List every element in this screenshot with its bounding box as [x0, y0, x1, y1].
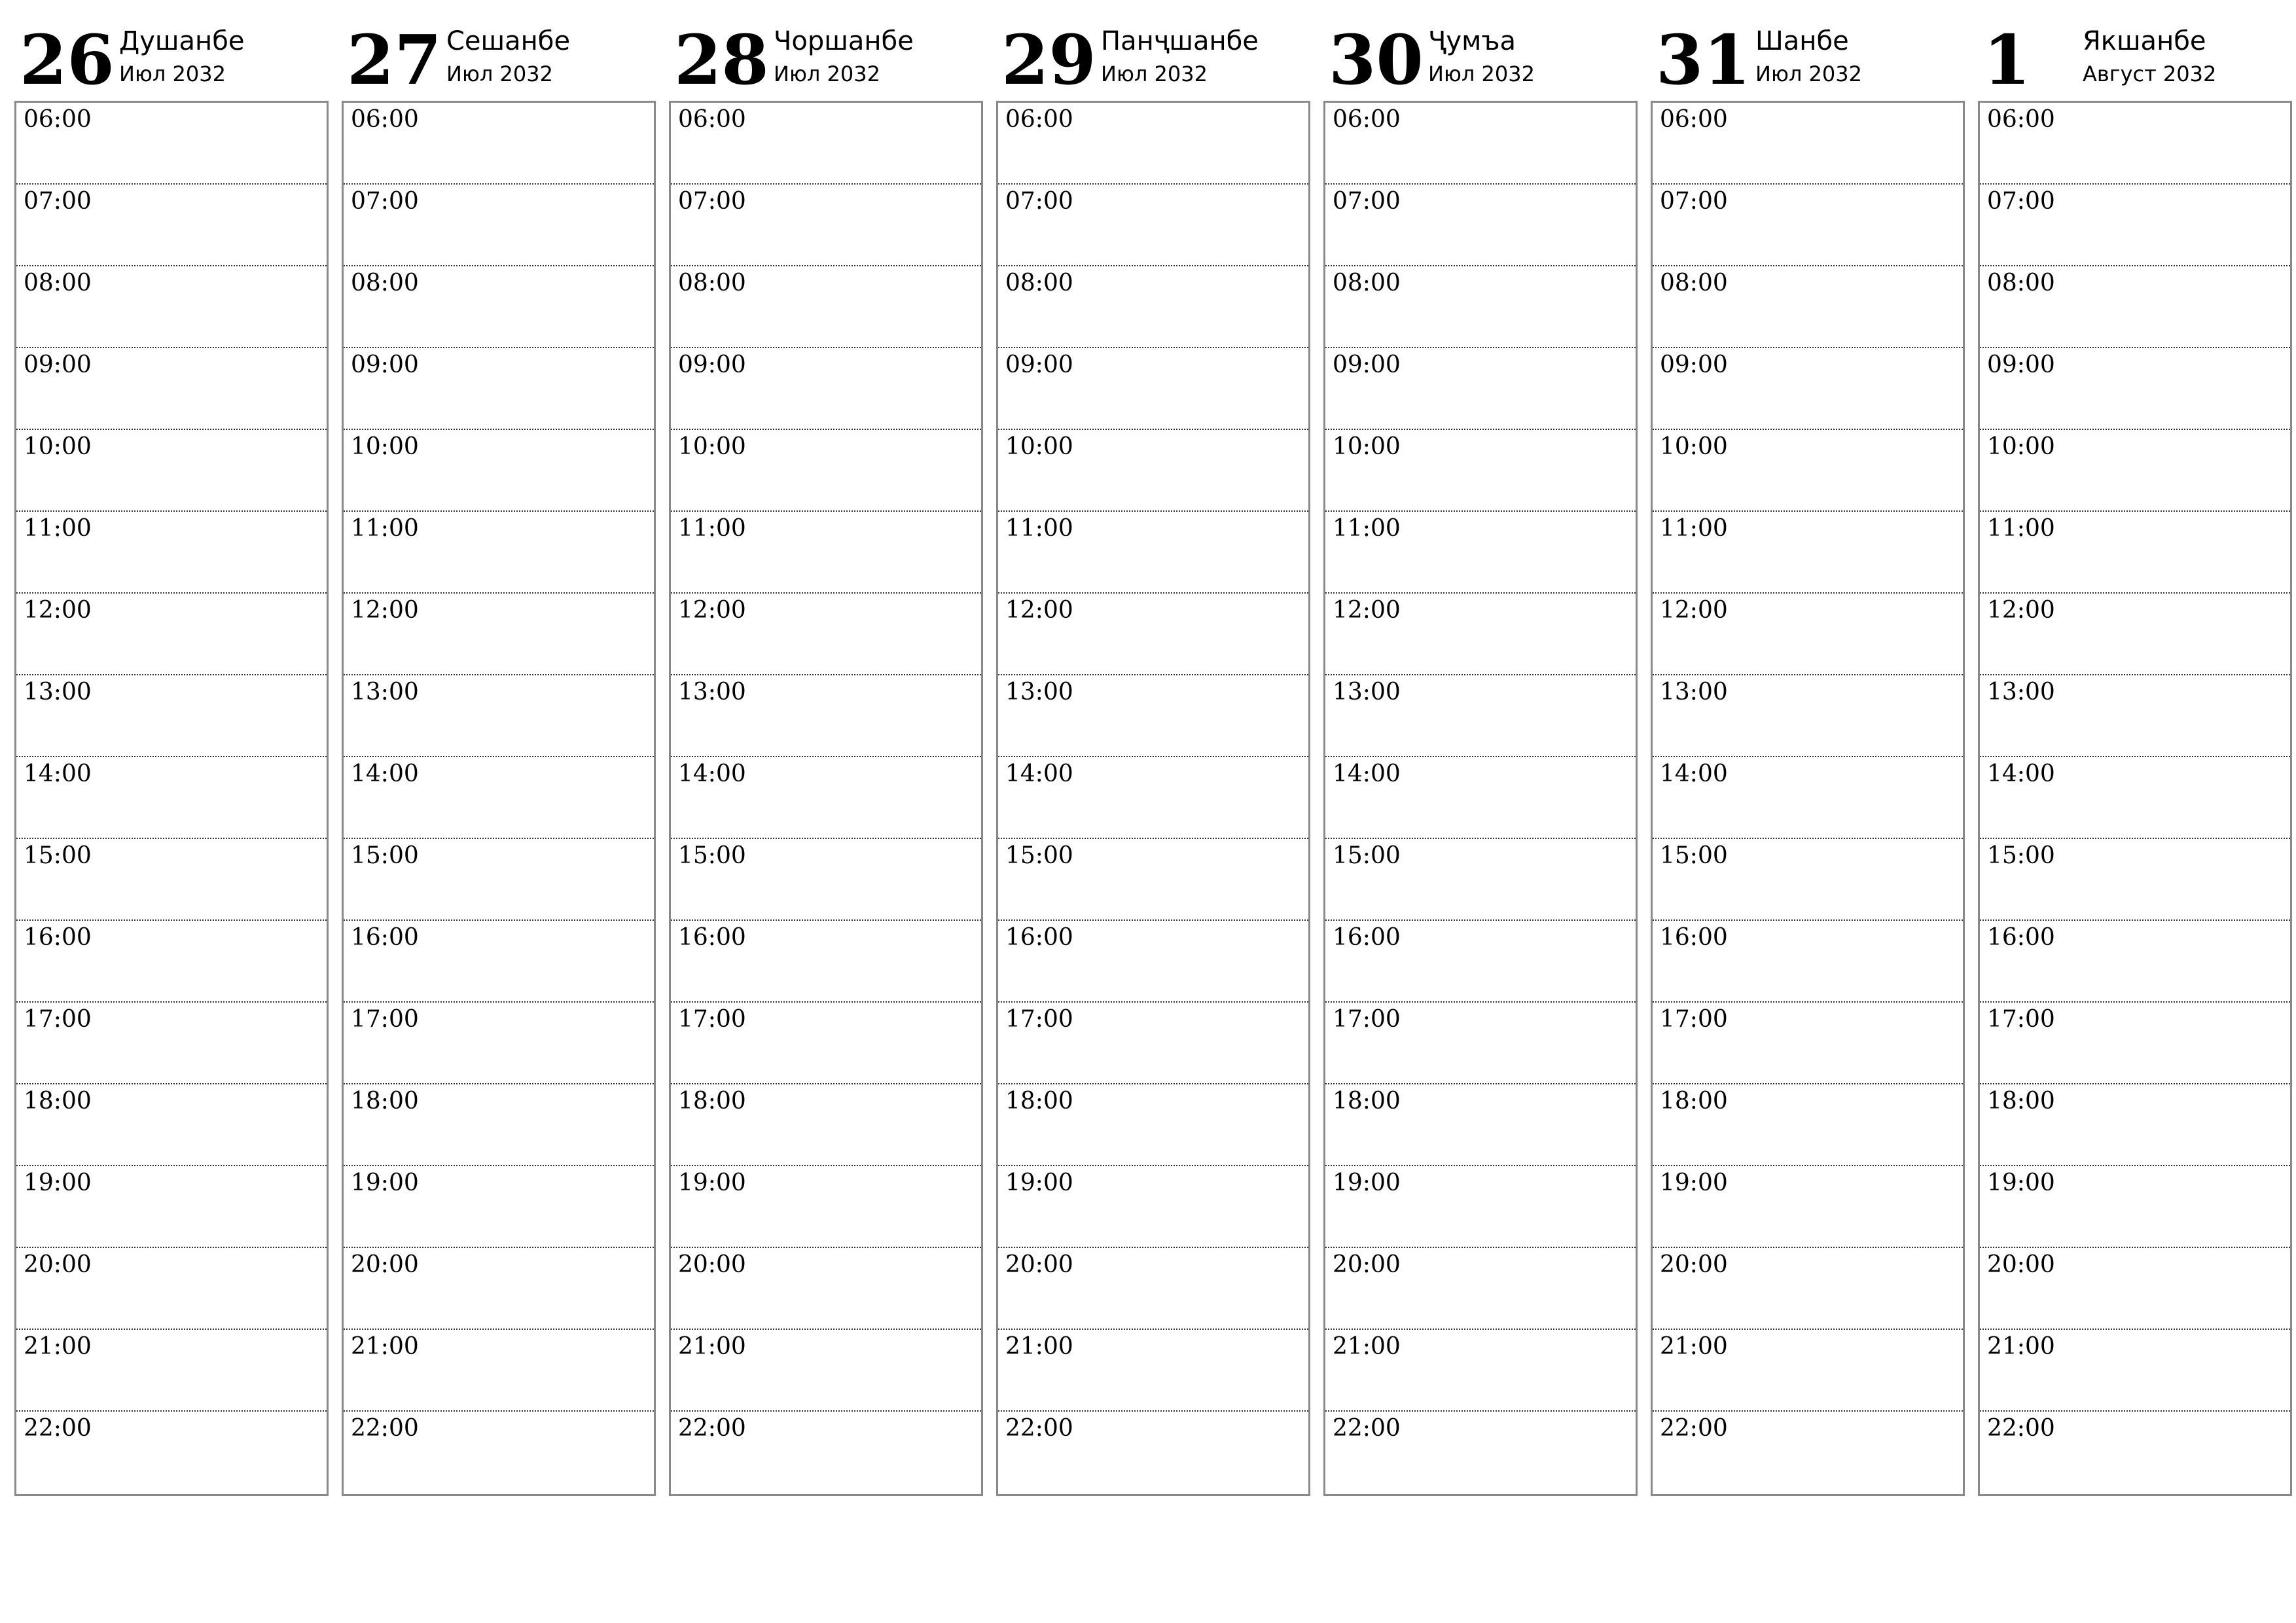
hour-label: 12:00: [1660, 597, 1728, 624]
hour-label: 16:00: [1987, 924, 2055, 951]
hour-label: 13:00: [1987, 679, 2055, 705]
hour-label: 13:00: [1660, 679, 1728, 705]
hour-slot: [998, 757, 1308, 839]
day-column: [14, 20, 329, 1500]
hour-label: 09:00: [351, 351, 419, 378]
hour-slot: [671, 1412, 981, 1493]
hour-slot: [344, 512, 654, 594]
hour-label: 17:00: [351, 1006, 419, 1033]
hour-label: 15:00: [678, 842, 746, 869]
hour-label: 10:00: [678, 433, 746, 460]
hour-label: 16:00: [1005, 924, 1073, 951]
hour-slot: [1653, 1166, 1963, 1248]
hour-slot: [16, 348, 327, 430]
hour-label: 20:00: [24, 1251, 92, 1278]
hour-label: 07:00: [1005, 188, 1073, 215]
hour-label: 14:00: [1660, 760, 1728, 787]
day-schedule-box: [342, 101, 656, 1496]
day-number: 31: [1656, 20, 1751, 100]
hour-slot: [998, 1412, 1308, 1493]
hour-label: 06:00: [351, 106, 419, 133]
hour-slot: [671, 1084, 981, 1166]
hour-slot: [16, 1003, 327, 1084]
hour-slot: [998, 1084, 1308, 1166]
hour-slot: [1325, 1166, 1636, 1248]
hour-slot: [671, 921, 981, 1003]
hour-slot: [671, 1330, 981, 1412]
hour-label: 14:00: [1987, 760, 2055, 787]
hour-slot: [1980, 430, 2290, 512]
hour-slot: [671, 1003, 981, 1084]
hour-label: 17:00: [678, 1006, 746, 1033]
hour-slot: [671, 675, 981, 757]
hour-label: 08:00: [1333, 270, 1401, 296]
hour-label: 18:00: [1333, 1088, 1401, 1115]
hour-label: 06:00: [678, 106, 746, 133]
hour-slot: [1980, 266, 2290, 348]
hour-label: 06:00: [1660, 106, 1728, 133]
hour-label: 21:00: [1660, 1333, 1728, 1360]
weekly-planner: [14, 20, 2295, 1500]
hour-label: 20:00: [1333, 1251, 1401, 1278]
day-weekday: Сешанбе: [446, 26, 571, 56]
hour-slot: [671, 839, 981, 921]
hour-slot: [1653, 757, 1963, 839]
hour-slot: [344, 266, 654, 348]
hour-slot: [16, 594, 327, 675]
hour-label: 15:00: [1660, 842, 1728, 869]
day-column: [342, 20, 656, 1500]
hour-slot: [344, 185, 654, 266]
hour-label: 19:00: [1987, 1169, 2055, 1196]
day-header: [1978, 20, 2292, 101]
day-weekday: Якшанбе: [2083, 26, 2206, 56]
hour-slot: [998, 266, 1308, 348]
hour-label: 08:00: [1005, 270, 1073, 296]
day-number: 1: [1983, 20, 2031, 100]
hour-label: 21:00: [1005, 1333, 1073, 1360]
hour-slot: [16, 1330, 327, 1412]
hour-label: 22:00: [1333, 1415, 1401, 1442]
day-month-year: Июл 2032: [774, 62, 880, 86]
hour-label: 20:00: [1005, 1251, 1073, 1278]
hour-slot: [1325, 757, 1636, 839]
day-header: [996, 20, 1310, 101]
hour-slot: [671, 594, 981, 675]
hour-slot: [16, 512, 327, 594]
hour-slot: [1325, 430, 1636, 512]
day-weekday: Ҷумъа: [1428, 26, 1516, 56]
hour-label: 15:00: [351, 842, 419, 869]
hour-slot: [16, 430, 327, 512]
hour-label: 13:00: [24, 679, 92, 705]
hour-label: 20:00: [1660, 1251, 1728, 1278]
hour-label: 14:00: [24, 760, 92, 787]
hour-slot: [998, 512, 1308, 594]
hour-label: 07:00: [1987, 188, 2055, 215]
hour-label: 15:00: [24, 842, 92, 869]
hour-label: 06:00: [1005, 106, 1073, 133]
hour-slot: [16, 921, 327, 1003]
hour-label: 07:00: [1333, 188, 1401, 215]
hour-slot: [1980, 1084, 2290, 1166]
hour-label: 09:00: [24, 351, 92, 378]
hour-label: 16:00: [24, 924, 92, 951]
hour-label: 13:00: [678, 679, 746, 705]
day-column: [1323, 20, 1638, 1500]
hour-label: 06:00: [24, 106, 92, 133]
day-weekday: Панҷшанбе: [1101, 26, 1259, 56]
hour-slot: [1653, 1003, 1963, 1084]
day-column: [996, 20, 1310, 1500]
hour-label: 22:00: [1987, 1415, 2055, 1442]
day-column: [669, 20, 983, 1500]
hour-label: 06:00: [1987, 106, 2055, 133]
hour-label: 07:00: [678, 188, 746, 215]
hour-label: 14:00: [1333, 760, 1401, 787]
hour-slot: [671, 348, 981, 430]
hour-label: 21:00: [24, 1333, 92, 1360]
hour-label: 18:00: [1987, 1088, 2055, 1115]
hour-label: 15:00: [1333, 842, 1401, 869]
hour-slot: [1980, 1166, 2290, 1248]
hour-label: 19:00: [24, 1169, 92, 1196]
hour-slot: [1980, 839, 2290, 921]
hour-slot: [671, 430, 981, 512]
hour-label: 09:00: [1660, 351, 1728, 378]
day-weekday: Душанбе: [119, 26, 245, 56]
hour-label: 16:00: [678, 924, 746, 951]
hour-slot: [16, 757, 327, 839]
hour-label: 13:00: [1333, 679, 1401, 705]
hour-label: 12:00: [351, 597, 419, 624]
hour-label: 08:00: [1660, 270, 1728, 296]
hour-slot: [998, 1003, 1308, 1084]
hour-slot: [16, 1248, 327, 1330]
day-header: [1651, 20, 1965, 101]
hour-slot: [1653, 348, 1963, 430]
hour-slot: [671, 266, 981, 348]
hour-label: 12:00: [1333, 597, 1401, 624]
hour-slot: [671, 757, 981, 839]
hour-slot: [1325, 839, 1636, 921]
hour-slot: [16, 839, 327, 921]
day-weekday: Шанбе: [1755, 26, 1849, 56]
hour-slot: [1653, 185, 1963, 266]
hour-slot: [1980, 512, 2290, 594]
hour-slot: [1325, 185, 1636, 266]
hour-slot: [1653, 430, 1963, 512]
day-month-year: Июл 2032: [1428, 62, 1535, 86]
day-column: [1978, 20, 2292, 1500]
hour-label: 19:00: [351, 1169, 419, 1196]
hour-slot: [16, 103, 327, 185]
hour-label: 22:00: [24, 1415, 92, 1442]
hour-slot: [1325, 1412, 1636, 1493]
day-number: 28: [674, 20, 769, 100]
hour-label: 08:00: [678, 270, 746, 296]
hour-slot: [344, 594, 654, 675]
hour-label: 19:00: [1333, 1169, 1401, 1196]
hour-slot: [1325, 594, 1636, 675]
hour-label: 22:00: [351, 1415, 419, 1442]
hour-label: 18:00: [678, 1088, 746, 1115]
hour-label: 14:00: [678, 760, 746, 787]
day-column: [1651, 20, 1965, 1500]
hour-label: 22:00: [678, 1415, 746, 1442]
hour-label: 19:00: [678, 1169, 746, 1196]
hour-label: 11:00: [1005, 515, 1073, 542]
hour-label: 20:00: [351, 1251, 419, 1278]
hour-slot: [671, 103, 981, 185]
hour-slot: [16, 266, 327, 348]
hour-label: 11:00: [1987, 515, 2055, 542]
hour-slot: [344, 839, 654, 921]
day-month-year: Июл 2032: [1101, 62, 1208, 86]
day-number: 27: [347, 20, 442, 100]
hour-slot: [1653, 1330, 1963, 1412]
hour-slot: [1980, 675, 2290, 757]
hour-label: 10:00: [1333, 433, 1401, 460]
hour-slot: [1653, 512, 1963, 594]
hour-slot: [671, 1248, 981, 1330]
hour-slot: [1653, 1412, 1963, 1493]
hour-label: 11:00: [24, 515, 92, 542]
hour-label: 17:00: [1987, 1006, 2055, 1033]
hour-slot: [344, 1412, 654, 1493]
hour-slot: [1980, 103, 2290, 185]
hour-slot: [998, 430, 1308, 512]
day-month-year: Июл 2032: [1755, 62, 1862, 86]
hour-slot: [1653, 839, 1963, 921]
day-month-year: Август 2032: [2083, 62, 2217, 86]
hour-slot: [1653, 1084, 1963, 1166]
hour-slot: [1980, 757, 2290, 839]
day-header: [14, 20, 329, 101]
hour-slot: [998, 185, 1308, 266]
day-schedule-box: [996, 101, 1310, 1496]
day-schedule-box: [1651, 101, 1965, 1496]
hour-slot: [671, 512, 981, 594]
hour-label: 16:00: [351, 924, 419, 951]
hour-label: 17:00: [24, 1006, 92, 1033]
hour-slot: [1325, 1330, 1636, 1412]
hour-slot: [344, 348, 654, 430]
hour-slot: [344, 103, 654, 185]
hour-slot: [1325, 921, 1636, 1003]
hour-label: 21:00: [678, 1333, 746, 1360]
day-schedule-box: [669, 101, 983, 1496]
hour-slot: [1325, 1248, 1636, 1330]
hour-slot: [998, 839, 1308, 921]
hour-label: 11:00: [1660, 515, 1728, 542]
hour-label: 15:00: [1987, 842, 2055, 869]
day-number: 30: [1329, 20, 1424, 100]
day-schedule-box: [1978, 101, 2292, 1496]
hour-label: 21:00: [1333, 1333, 1401, 1360]
hour-slot: [344, 1248, 654, 1330]
hour-slot: [1980, 1330, 2290, 1412]
hour-label: 20:00: [678, 1251, 746, 1278]
hour-slot: [1653, 675, 1963, 757]
hour-label: 09:00: [1333, 351, 1401, 378]
hour-label: 14:00: [351, 760, 419, 787]
hour-label: 13:00: [351, 679, 419, 705]
hour-label: 08:00: [1987, 270, 2055, 296]
hour-slot: [1325, 1084, 1636, 1166]
hour-slot: [998, 1248, 1308, 1330]
hour-slot: [998, 675, 1308, 757]
hour-label: 16:00: [1333, 924, 1401, 951]
hour-slot: [671, 1166, 981, 1248]
hour-slot: [1980, 185, 2290, 266]
hour-slot: [16, 675, 327, 757]
day-weekday: Чоршанбе: [774, 26, 914, 56]
day-number: 26: [20, 20, 115, 100]
hour-label: 08:00: [351, 270, 419, 296]
hour-label: 17:00: [1333, 1006, 1401, 1033]
hour-slot: [1325, 103, 1636, 185]
hour-label: 21:00: [351, 1333, 419, 1360]
hour-slot: [998, 594, 1308, 675]
hour-label: 10:00: [1005, 433, 1073, 460]
hour-slot: [344, 1003, 654, 1084]
hour-label: 12:00: [678, 597, 746, 624]
hour-label: 10:00: [351, 433, 419, 460]
hour-label: 18:00: [1660, 1088, 1728, 1115]
hour-label: 12:00: [1987, 597, 2055, 624]
hour-label: 07:00: [351, 188, 419, 215]
hour-slot: [1325, 675, 1636, 757]
hour-slot: [344, 675, 654, 757]
day-header: [669, 20, 983, 101]
hour-label: 11:00: [1333, 515, 1401, 542]
hour-slot: [1325, 1003, 1636, 1084]
hour-label: 17:00: [1660, 1006, 1728, 1033]
hour-label: 18:00: [24, 1088, 92, 1115]
hour-slot: [998, 921, 1308, 1003]
hour-label: 16:00: [1660, 924, 1728, 951]
hour-label: 21:00: [1987, 1333, 2055, 1360]
hour-label: 17:00: [1005, 1006, 1073, 1033]
day-month-year: Июл 2032: [119, 62, 226, 86]
hour-label: 11:00: [351, 515, 419, 542]
hour-label: 06:00: [1333, 106, 1401, 133]
hour-slot: [344, 430, 654, 512]
hour-slot: [16, 1084, 327, 1166]
hour-label: 08:00: [24, 270, 92, 296]
hour-slot: [344, 757, 654, 839]
hour-slot: [998, 1166, 1308, 1248]
hour-label: 19:00: [1005, 1169, 1073, 1196]
hour-label: 10:00: [1660, 433, 1728, 460]
hour-label: 09:00: [1005, 351, 1073, 378]
hour-label: 11:00: [678, 515, 746, 542]
hour-slot: [1980, 1003, 2290, 1084]
hour-slot: [1325, 512, 1636, 594]
hour-slot: [1653, 921, 1963, 1003]
day-schedule-box: [14, 101, 329, 1496]
hour-slot: [1325, 266, 1636, 348]
hour-label: 22:00: [1660, 1415, 1728, 1442]
hour-label: 22:00: [1005, 1415, 1073, 1442]
hour-slot: [16, 1166, 327, 1248]
hour-slot: [1653, 103, 1963, 185]
hour-label: 15:00: [1005, 842, 1073, 869]
day-header: [1323, 20, 1638, 101]
hour-slot: [344, 1084, 654, 1166]
hour-slot: [1653, 594, 1963, 675]
hour-slot: [344, 1330, 654, 1412]
day-number: 29: [1001, 20, 1096, 100]
hour-slot: [1325, 348, 1636, 430]
hour-label: 18:00: [351, 1088, 419, 1115]
hour-slot: [1980, 1248, 2290, 1330]
hour-label: 10:00: [24, 433, 92, 460]
hour-slot: [1653, 1248, 1963, 1330]
hour-label: 07:00: [24, 188, 92, 215]
hour-slot: [998, 348, 1308, 430]
hour-label: 07:00: [1660, 188, 1728, 215]
hour-slot: [344, 921, 654, 1003]
day-header: [342, 20, 656, 101]
hour-slot: [998, 1330, 1308, 1412]
hour-slot: [998, 103, 1308, 185]
hour-slot: [16, 1412, 327, 1493]
hour-slot: [16, 185, 327, 266]
hour-label: 18:00: [1005, 1088, 1073, 1115]
hour-slot: [1980, 921, 2290, 1003]
hour-slot: [1980, 594, 2290, 675]
hour-slot: [344, 1166, 654, 1248]
hour-label: 12:00: [1005, 597, 1073, 624]
hour-label: 19:00: [1660, 1169, 1728, 1196]
hour-slot: [1653, 266, 1963, 348]
day-month-year: Июл 2032: [446, 62, 553, 86]
hour-slot: [671, 185, 981, 266]
hour-slot: [1980, 348, 2290, 430]
hour-label: 09:00: [1987, 351, 2055, 378]
hour-label: 09:00: [678, 351, 746, 378]
hour-label: 10:00: [1987, 433, 2055, 460]
hour-label: 13:00: [1005, 679, 1073, 705]
day-schedule-box: [1323, 101, 1638, 1496]
hour-label: 12:00: [24, 597, 92, 624]
hour-label: 14:00: [1005, 760, 1073, 787]
hour-label: 20:00: [1987, 1251, 2055, 1278]
hour-slot: [1980, 1412, 2290, 1493]
